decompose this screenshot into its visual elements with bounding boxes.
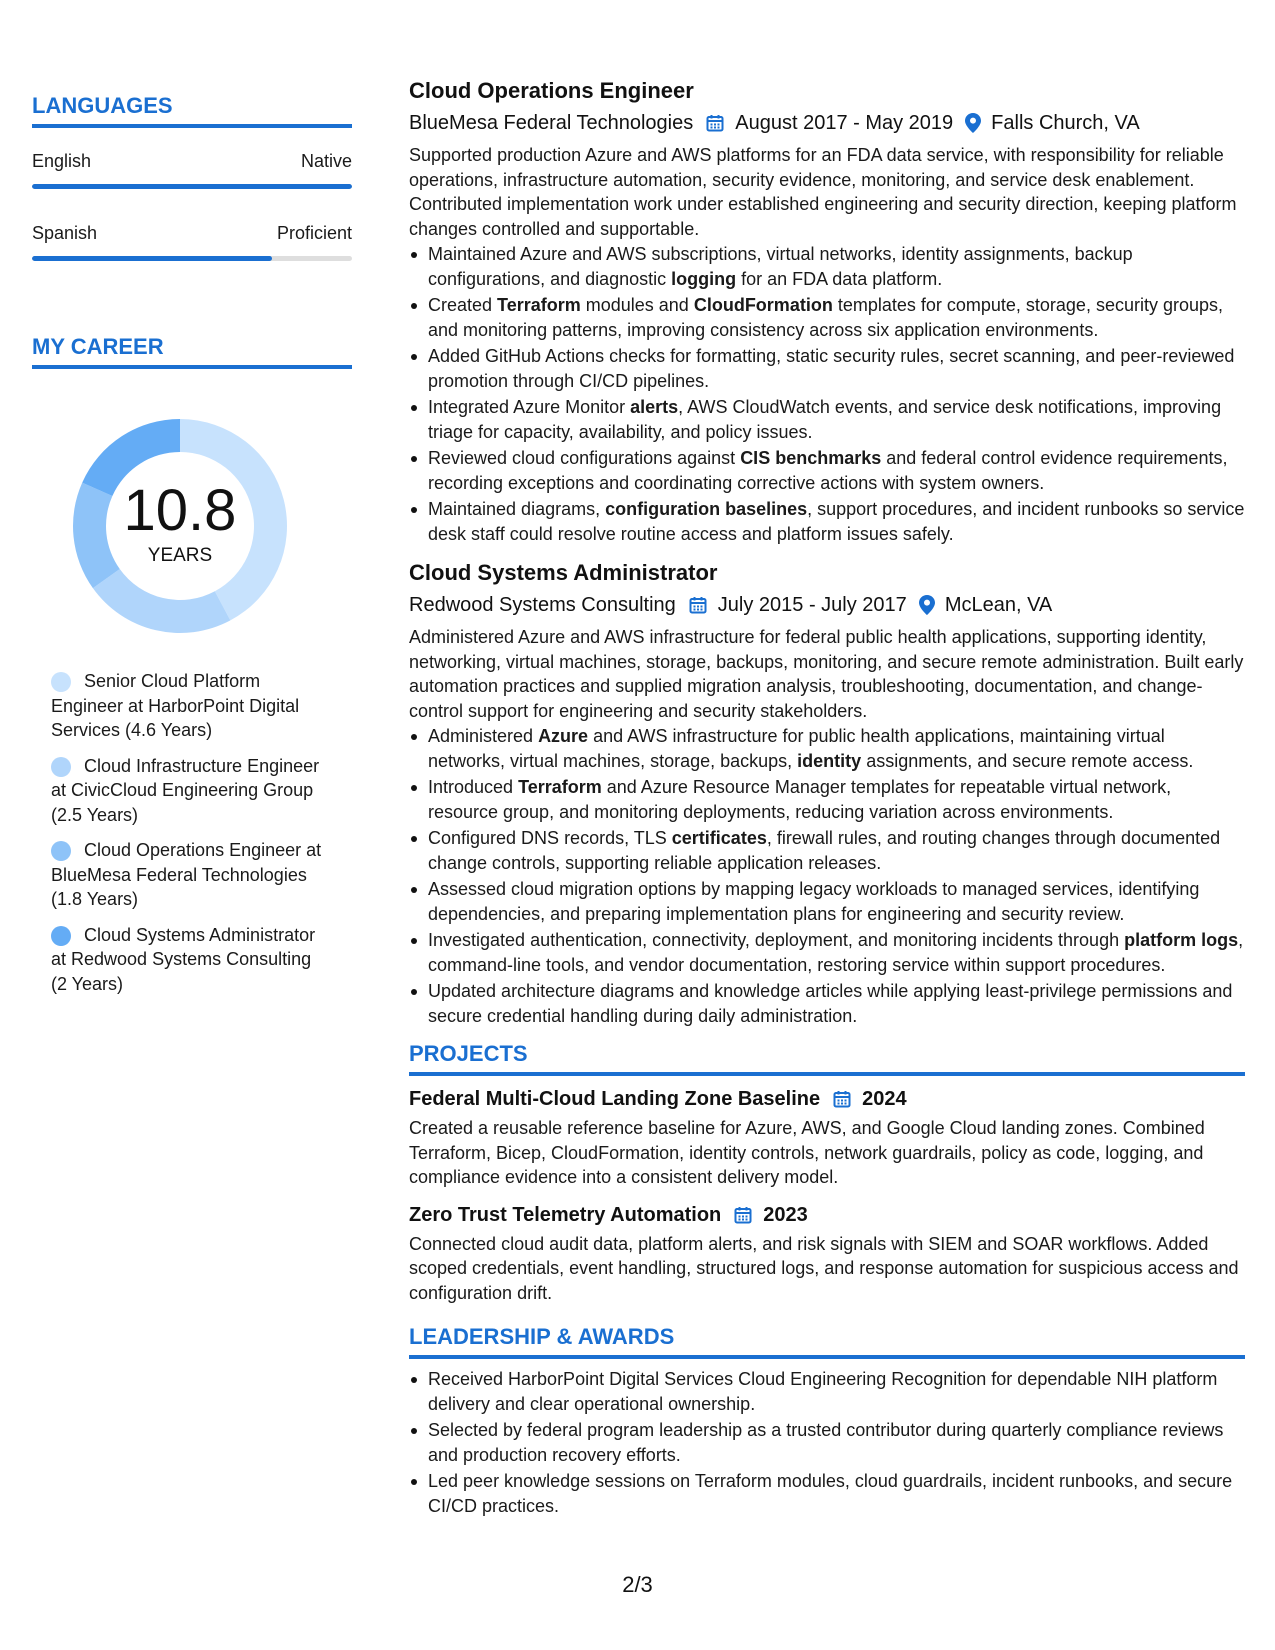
legend-item [51, 669, 322, 743]
language-bar [32, 256, 352, 261]
career-donut-chart [67, 413, 293, 639]
leadership-item: Received HarborPoint Digital Services Cloud Engineering Recognition for dependable NIH platform delivery and clear operational ownership. [409, 1367, 1245, 1416]
language-row [32, 222, 352, 244]
bullet-item: Created Terraform modules and CloudFormation templates for compute, storage, security groups, and monitoring patterns, improving consistency across six application environments. [409, 293, 1245, 342]
projects-heading: PROJECTS [409, 1041, 528, 1066]
bullet-item: Maintained diagrams, configuration baselines, support procedures, and incident runbooks so service desk staff could resolve routine access and platform issues safely. [409, 497, 1245, 546]
legend-dot [51, 757, 71, 777]
language-item [32, 222, 352, 261]
legend-dot [51, 841, 71, 861]
main-content [409, 76, 1245, 1520]
legend-dot [51, 672, 71, 692]
language-bar [32, 184, 352, 189]
company-name: Redwood Systems Consulting [409, 594, 676, 616]
bullet-item: Introduced Terraform and Azure Resource Manager templates for repeatable virtual network, resource group, and monitoring deployments, reducing variation across environments. [409, 775, 1245, 824]
job-bullets [409, 242, 1245, 546]
job-location: McLean, VA [944, 594, 1053, 616]
section-divider [32, 365, 352, 369]
bullet-item: Maintained Azure and AWS subscriptions, virtual networks, identity assignments, backup configurations, and diagnostic logging for an FDA data platform. [409, 242, 1245, 291]
bullet-item: Assessed cloud migration options by mapping legacy workloads to managed services, identifying dependencies, and preparing implementation plans for engineering and security review. [409, 877, 1245, 926]
legend-item [51, 754, 322, 828]
calendar-icon [688, 595, 708, 615]
calendar-icon [705, 113, 725, 133]
map-pin-icon [965, 113, 981, 133]
project-entry [409, 1084, 1245, 1190]
legend-item [51, 838, 322, 912]
career-section [32, 333, 352, 996]
language-bar-fill [32, 184, 352, 189]
project-header [409, 1084, 1245, 1114]
calendar-icon [832, 1089, 852, 1109]
languages-heading: LANGUAGES [32, 93, 173, 118]
language-row [32, 150, 352, 172]
job-dates: July 2015 - July 2017 [717, 594, 907, 616]
map-pin-icon [919, 595, 935, 615]
languages-section [32, 92, 352, 261]
project-description: Created a reusable reference baseline for Azure, AWS, and Google Cloud landing zones. Combined Terraform, Bicep, CloudFormation, identity controls, network guardrails, policy as code, logging, and compliance evidence into a consistent delivery model. [409, 1118, 1205, 1187]
leadership-section [409, 1323, 1245, 1518]
company-name: BlueMesa Federal Technologies [409, 112, 694, 134]
career-heading: MY CAREER [32, 334, 164, 359]
bullet-item: Added GitHub Actions checks for formatting, static security rules, secret scanning, and peer-reviewed promotion through CI/CD pipelines. [409, 344, 1245, 393]
job-summary: Supported production Azure and AWS platforms for an FDA data service, with responsibility for reliable operations, infrastructure automation, security evidence, monitoring, and service desk enablement. Contributed implementation work under established engineering and security direction, keeping platform changes controlled and supportable. [409, 145, 1237, 239]
job-title: Cloud Systems Administrator [409, 560, 718, 585]
career-legend [32, 669, 322, 996]
page-number: 2/3 [622, 1572, 653, 1597]
experience-entry [409, 76, 1245, 546]
job-title: Cloud Operations Engineer [409, 78, 694, 103]
language-bar-fill [32, 256, 272, 261]
bullet-item: Administered Azure and AWS infrastructure for public health applications, maintaining virtual networks, virtual machines, storage, backups, identity assignments, and secure remote access. [409, 724, 1245, 773]
bullet-item: Reviewed cloud configurations against CIS benchmarks and federal control evidence requirements, recording exceptions and coordinating corrective actions with system owners. [409, 446, 1245, 495]
project-year: 2023 [763, 1203, 808, 1226]
language-level: Native [300, 151, 352, 171]
sidebar [32, 92, 352, 1007]
section-divider [32, 124, 352, 128]
language-item [32, 150, 352, 189]
legend-text: Cloud Systems Administrator at Redwood Systems Consulting (2 Years) [51, 924, 316, 994]
project-header [409, 1200, 1245, 1230]
language-level: Proficient [276, 223, 352, 243]
bullet-item: Integrated Azure Monitor alerts, AWS CloudWatch events, and service desk notifications, improving triage for capacity, availability, and policy issues. [409, 395, 1245, 444]
bullet-item: Updated architecture diagrams and knowledge articles while applying least-privilege permissions and secure credential handling during daily administration. [409, 979, 1245, 1028]
project-name: Zero Trust Telemetry Automation [409, 1203, 722, 1226]
leadership-heading: LEADERSHIP & AWARDS [409, 1324, 675, 1349]
project-name: Federal Multi-Cloud Landing Zone Baseline [409, 1088, 821, 1110]
project-entry [409, 1200, 1245, 1306]
job-location: Falls Church, VA [991, 112, 1140, 134]
leadership-item: Led peer knowledge sessions on Terraform modules, cloud guardrails, incident runbooks, and secure CI/CD practices. [409, 1469, 1245, 1518]
career-total-number: 10.8 [123, 478, 237, 543]
section-divider [409, 1355, 1245, 1359]
legend-text: Cloud Operations Engineer at BlueMesa Federal Technologies (1.8 Years) [51, 840, 322, 909]
job-meta [409, 590, 1245, 620]
donut-segment [93, 569, 230, 633]
career-total-label: YEARS [147, 545, 213, 566]
legend-text: Cloud Infrastructure Engineer at CivicCloud Engineering Group (2.5 Years) [51, 755, 320, 825]
project-description: Connected cloud audit data, platform alerts, and risk signals with SIEM and SOAR workflows. Added scoped credentials, event handling, structured logs, and response automation for suspicious access and configuration drift. [409, 1233, 1239, 1303]
language-name: English [32, 151, 92, 171]
projects-section [409, 1040, 1245, 1305]
legend-item [51, 923, 322, 997]
job-dates: August 2017 - May 2019 [735, 112, 954, 134]
bullet-item: Investigated authentication, connectivity, deployment, and monitoring incidents through platform logs, command-line tools, and vendor documentation, restoring service within support procedures. [409, 928, 1245, 977]
bullet-item: Configured DNS records, TLS certificates, firewall rules, and routing changes through documented change controls, supporting reliable application releases. [409, 826, 1245, 875]
job-meta [409, 108, 1245, 138]
job-bullets [409, 724, 1245, 1028]
leadership-list [409, 1367, 1245, 1518]
calendar-icon [733, 1205, 753, 1225]
experience-entry [409, 558, 1245, 1028]
job-summary: Administered Azure and AWS infrastructure for federal public health applications, supporting identity, networking, virtual machines, storage, backups, monitoring, and secure remote administration. Built early automation practices and supplied migration analysis, troubleshooting, documentation, and change-control support for engineering and security stakeholders. [409, 627, 1244, 721]
language-name: Spanish [32, 223, 98, 243]
leadership-item: Selected by federal program leadership as a trusted contributor during quarterly compliance reviews and production recovery efforts. [409, 1418, 1245, 1467]
legend-dot [51, 926, 71, 946]
section-divider [409, 1072, 1245, 1076]
legend-text: Senior Cloud Platform Engineer at HarborPoint Digital Services (4.6 Years) [51, 671, 300, 740]
project-year: 2024 [862, 1088, 907, 1110]
